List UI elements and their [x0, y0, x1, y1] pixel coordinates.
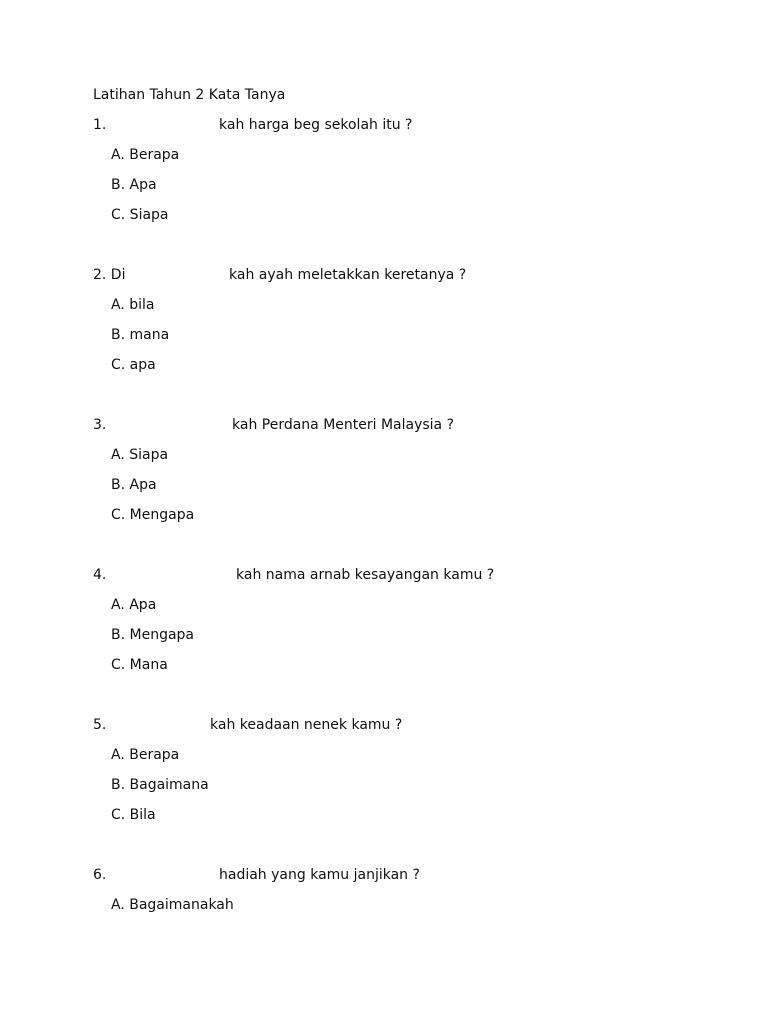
question-5-option-b: B. Bagaimana — [111, 777, 209, 793]
question-5 — [93, 716, 693, 734]
question-4-option-c: C. Mana — [111, 657, 168, 673]
question-2-text: kah ayah meletakkan keretanya ? — [229, 267, 467, 283]
question-1 — [93, 116, 693, 134]
question-3-option-c: C. Mengapa — [111, 507, 195, 523]
question-3-text: kah Perdana Menteri Malaysia ? — [232, 417, 455, 433]
question-5-option-a: A. Berapa — [111, 747, 180, 763]
question-3 — [93, 416, 693, 434]
question-5-option-c: C. Bila — [111, 807, 156, 823]
question-1-text: kah harga beg sekolah itu ? — [219, 117, 413, 133]
question-6-text: hadiah yang kamu janjikan ? — [219, 867, 420, 883]
question-1-number: 1. — [93, 117, 107, 133]
question-2-option-c: C. apa — [111, 357, 156, 373]
question-4-option-a: A. Apa — [111, 597, 157, 613]
question-2-number: 2. Di — [93, 267, 126, 283]
question-2-option-b: B. mana — [111, 327, 170, 343]
question-1-option-c: C. Siapa — [111, 207, 169, 223]
question-4 — [93, 566, 693, 584]
question-6-option-a: A. Bagaimanakah — [111, 897, 234, 913]
question-4-option-b: B. Mengapa — [111, 627, 195, 643]
question-6 — [93, 866, 693, 884]
question-5-text: kah keadaan nenek kamu ? — [210, 717, 403, 733]
question-5-number: 5. — [93, 717, 107, 733]
question-1-option-b: B. Apa — [111, 177, 157, 193]
question-4-text: kah nama arnab kesayangan kamu ? — [236, 567, 495, 583]
question-2 — [93, 266, 693, 284]
question-3-option-b: B. Apa — [111, 477, 157, 493]
question-2-option-a: A. bila — [111, 297, 155, 313]
worksheet-title: Latihan Tahun 2 Kata Tanya — [93, 87, 286, 103]
question-3-number: 3. — [93, 417, 107, 433]
question-3-option-a: A. Siapa — [111, 447, 169, 463]
question-1-option-a: A. Berapa — [111, 147, 180, 163]
question-4-number: 4. — [93, 567, 107, 583]
question-6-number: 6. — [93, 867, 107, 883]
